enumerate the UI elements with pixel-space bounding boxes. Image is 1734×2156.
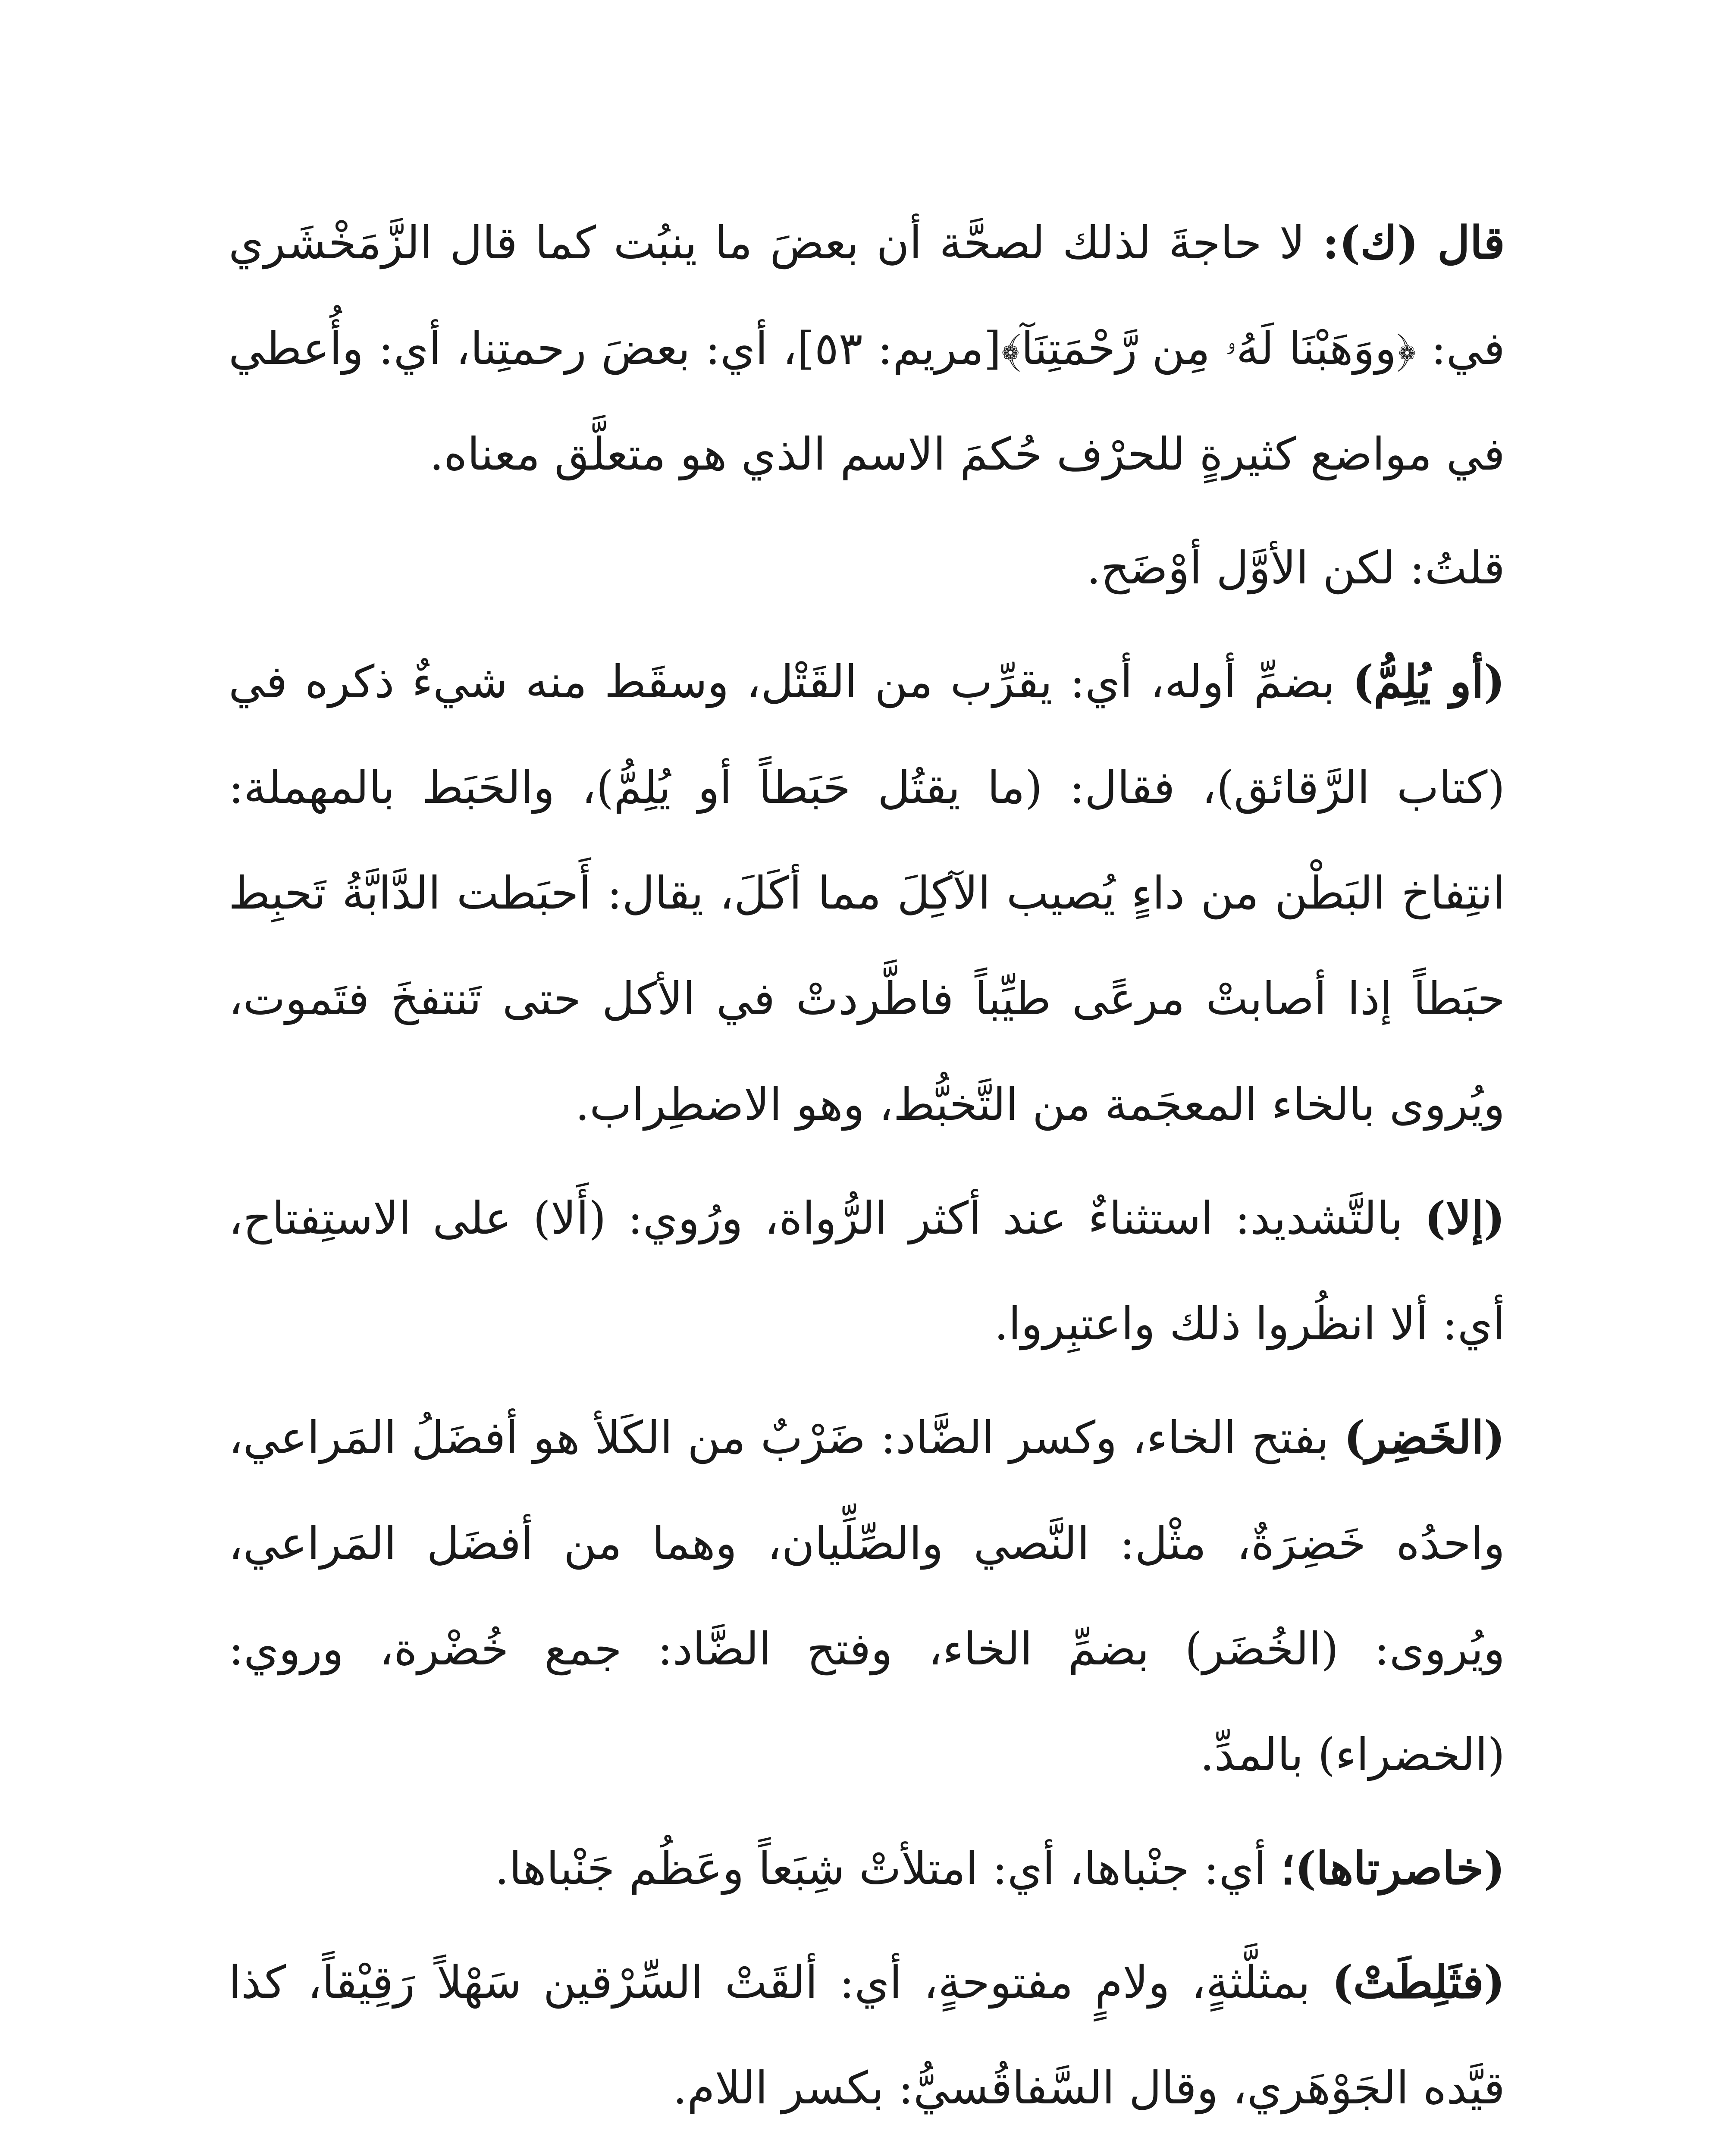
body-text xyxy=(229,190,1505,2149)
paragraph-lead: (خاصرتاها)؛ xyxy=(1280,1842,1505,1895)
paragraph-lead: قال (ك): xyxy=(1322,216,1505,269)
paragraph-7 xyxy=(229,1929,1505,2141)
paragraph-2 xyxy=(229,515,1505,621)
paragraph-text: أي: جنْباها، أي: امتلأتْ شِبَعاً وعَظُم جَنْباها. xyxy=(495,1842,1281,1895)
paragraph-lead: (فثَلِطَتْ) xyxy=(1332,1955,1505,2009)
paragraph-6 xyxy=(229,1815,1505,1921)
paragraph-lead: (إلا) xyxy=(1424,1191,1505,1244)
paragraph-3 xyxy=(229,629,1505,1157)
paragraph-5 xyxy=(229,1385,1505,1808)
paragraph-text: لا حاجةَ لذلك لصحَّة أن بعضَ ما ينبُت كما قال الزَّمَخْشَري في: ﴿ووَهَبْنَا لَهُۥ مِن رَّحْمَتِنَآ﴾[مريم: ٥٣]، أي: بعضَ رحمتِنا، أي: وأُعطي في مواضع كثيرةٍ للحرْف حُكمَ الاسم الذي هو متعلَّق معناه. xyxy=(229,216,1505,480)
paragraph-4 xyxy=(229,1165,1505,1377)
paragraph-text: بفتح الخاء، وكسر الضَّاد: ضَرْبٌ من الكَلأ هو أفضَلُ المَراعي، واحدُه خَضِرَةٌ، مثْل: النَّصي والصِّلِّيان، وهما من أفضَل المَراعي، ويُروى: (الخُضَر) بضمِّ الخاء، وفتح الضَّاد: جمع خُضْرة، وروي: (الخضراء) بالمدِّ. xyxy=(229,1411,1505,1781)
paragraph-lead: (أو يُلِمُّ) xyxy=(1352,655,1505,708)
paragraph-text: قلتُ: لكن الأوَّل أوْضَح. xyxy=(1086,542,1505,594)
paragraph-lead: (الخَضِر) xyxy=(1344,1411,1505,1464)
paragraph-text: بمثلَّثةٍ، ولامٍ مفتوحةٍ، أي: ألقَتْ السِّرْقين سَهْلاً رَقِيْقاً، كذا قيَّده الجَوْهَري، وقال السَّفاقُسيُّ: بكسر اللام. xyxy=(229,1956,1505,2114)
paragraph-1 xyxy=(229,190,1505,507)
paragraph-text: بالتَّشديد: استثناءٌ عند أكثر الرُّواة، ورُوي: (أَلا) على الاستِفتاح، أي: ألا انظُروا ذلك واعتبِروا. xyxy=(229,1192,1505,1350)
paragraph-text: بضمِّ أوله، أي: يقرِّب من القَتْل، وسقَط منه شيءٌ ذكره في (كتاب الرَّقائق)، فقال: (ما يقتُل حَبَطاً أو يُلِمُّ)، والحَبَط بالمهملة: انتِفاخ البَطْن من داءٍ يُصيب الآكِلَ مما أكَلَ، يقال: أَحبَطت الدَّابَّةُ تَحبِط حبَطاً إذا أصابتْ مرعًى طيِّباً فاطَّردتْ في الأكل حتى تَنتفخَ فتَموت، ويُروى بالخاء المعجَمة من التَّخبُّط، وهو الاضطِراب. xyxy=(229,655,1505,1131)
